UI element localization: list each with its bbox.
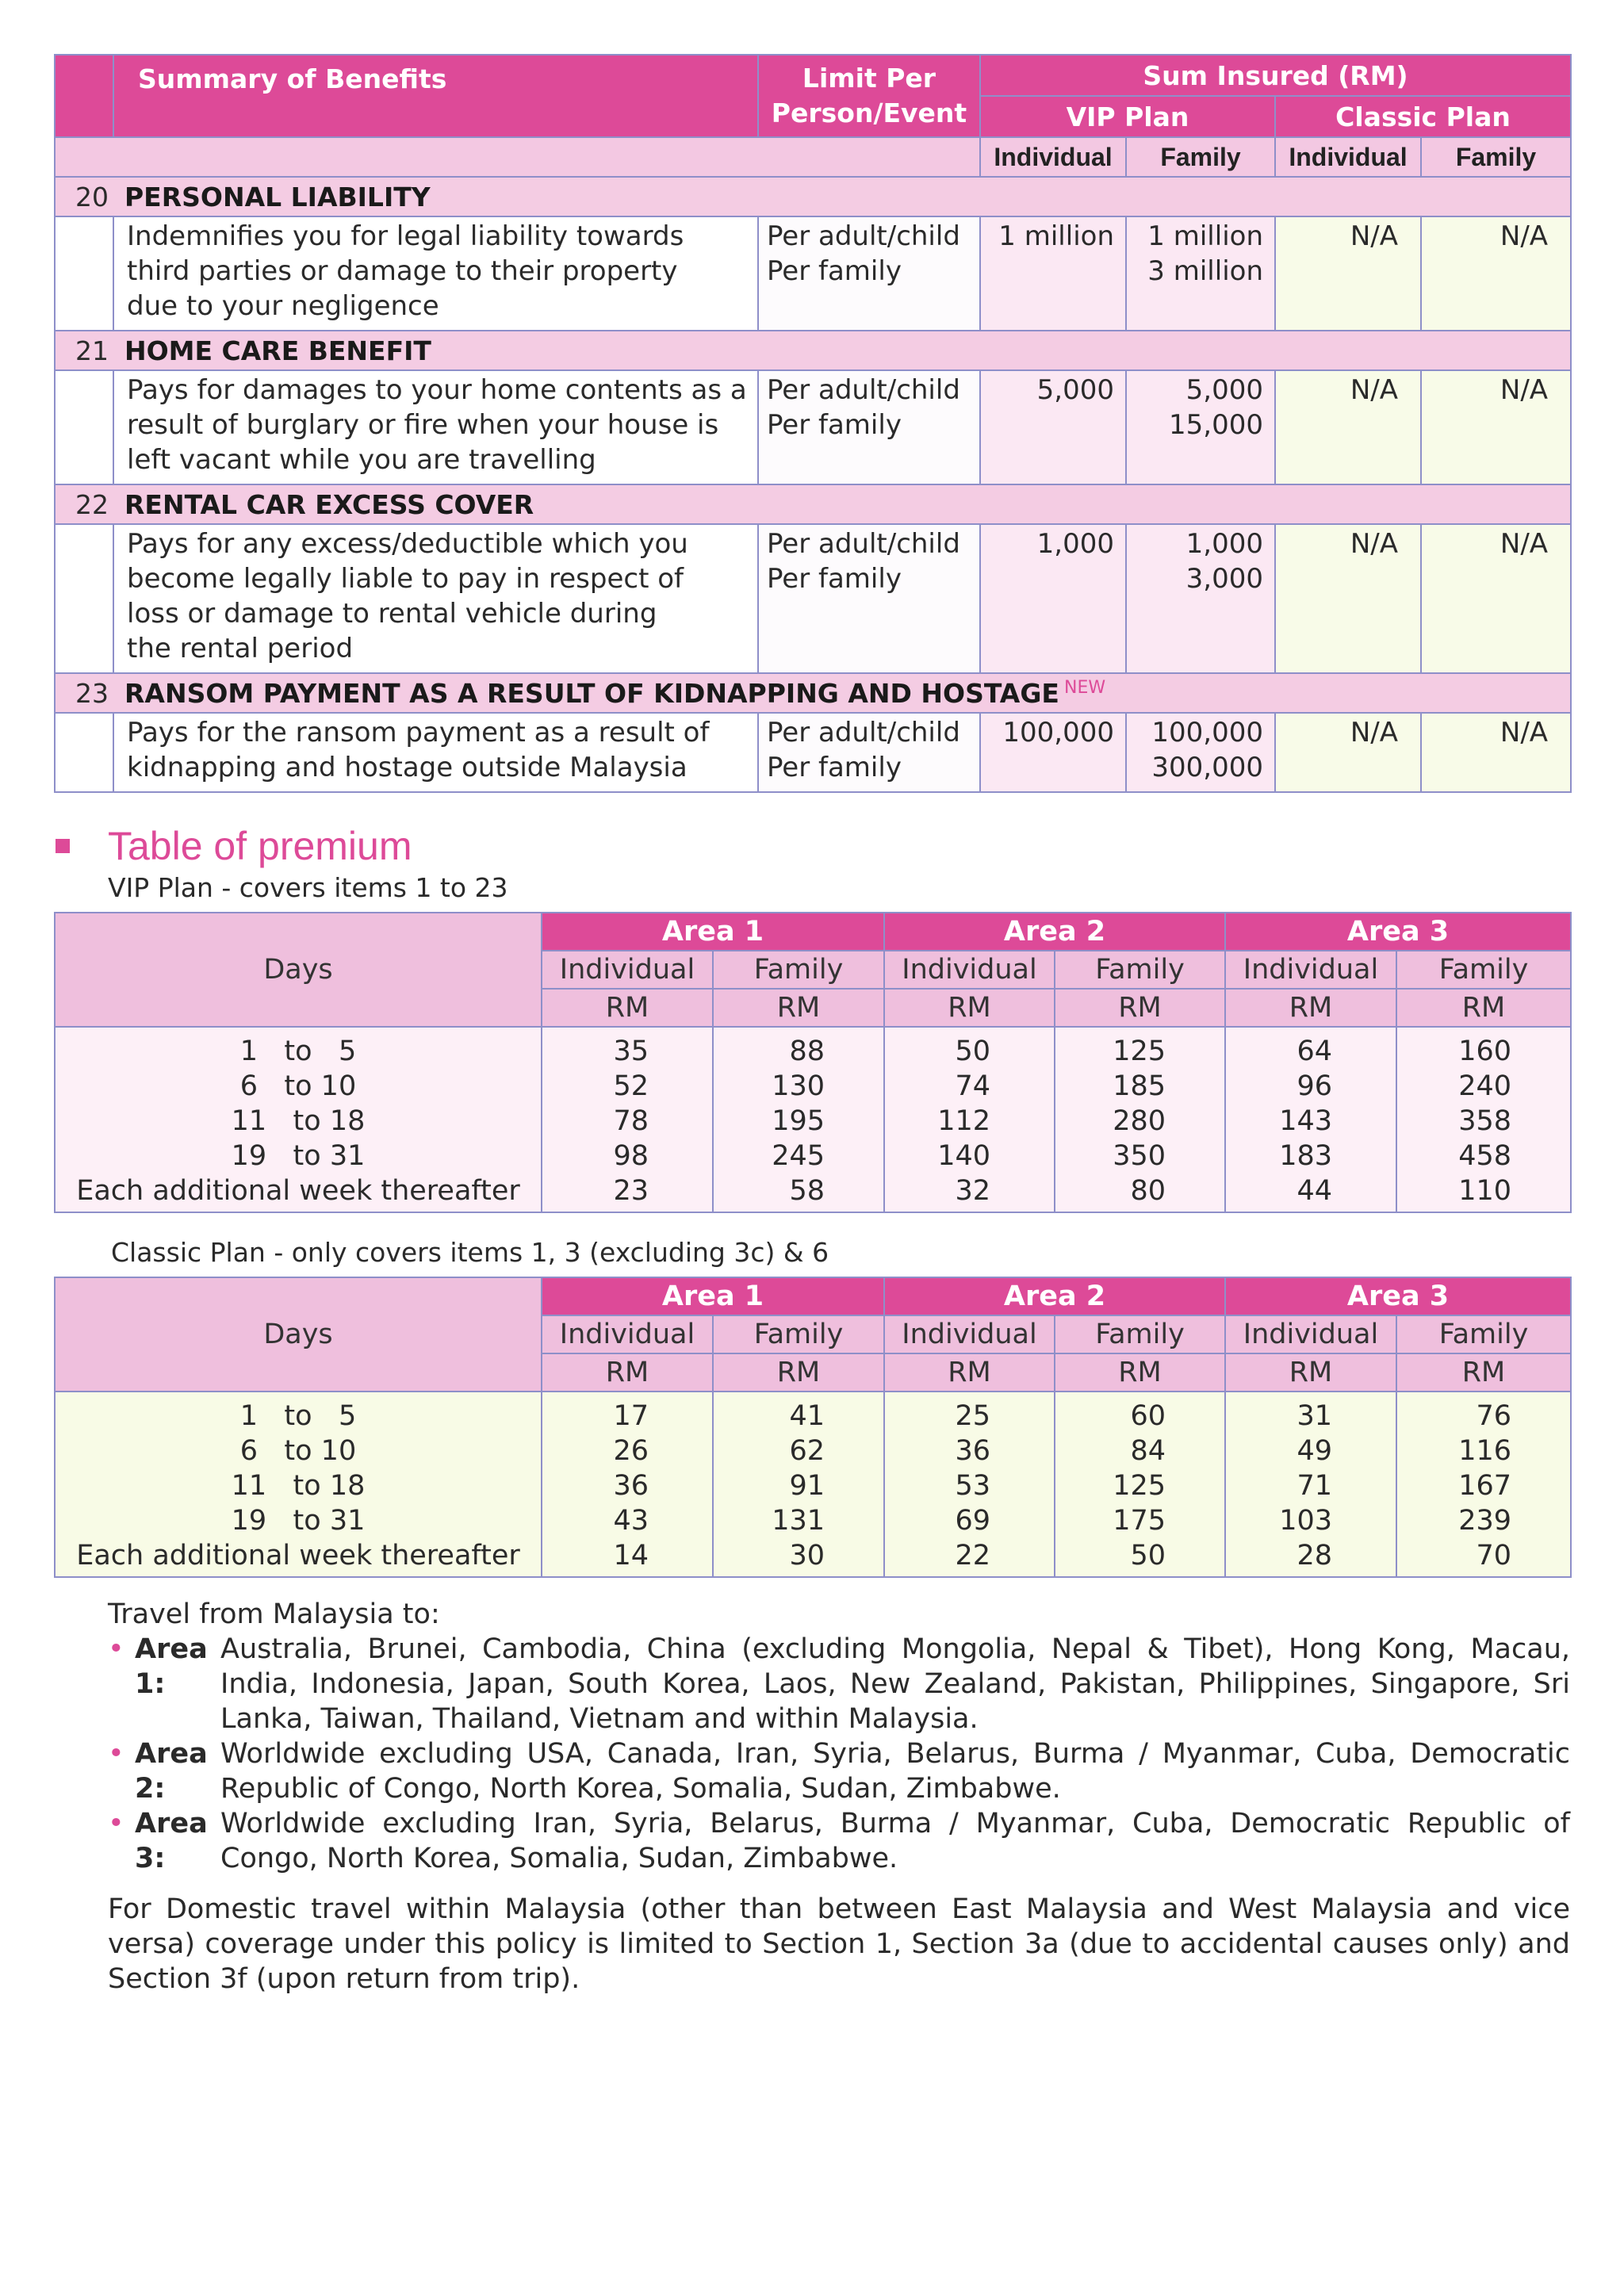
classic-premium-rows [55,1392,1571,1577]
premium-value: 358 [1458,1105,1511,1137]
col-currency: RM [1055,989,1225,1027]
vip-family-value [1126,524,1275,673]
area-2-header: Area 2 [884,1277,1225,1315]
benefit-row [55,524,1571,673]
premium-value: 195 [772,1105,825,1137]
header-classic-individual: Individual [1275,137,1421,177]
benefit-row [55,370,1571,484]
bullet-icon: • [108,1633,124,1665]
premium-value: 60 [1130,1400,1166,1432]
premium-value: 80 [1130,1175,1166,1207]
header-sum-insured: Sum Insured (RM) [980,55,1571,96]
premium-value: 116 [1458,1435,1511,1467]
col-currency: RM [1225,989,1396,1027]
benefit-limit [758,524,980,673]
section-header-row [55,484,1571,524]
days-range: Each additional week thereafter [76,1175,520,1207]
area-1-header: Area 1 [542,913,884,951]
premium-value: 14 [613,1540,649,1572]
individual-premium-column [542,1027,713,1212]
premium-value: 53 [955,1470,990,1502]
col-currency: RM [1225,1353,1396,1392]
area-1-note [108,1632,1570,1736]
vip-individual-value: 1 million [980,216,1126,331]
days-range: 6 to 10 [239,1435,357,1467]
premium-value: 76 [1476,1400,1511,1432]
description-line: Pays for any excess/deductible which you [127,528,688,560]
premium-value: 32 [955,1175,990,1207]
col-individual: Individual [1225,1315,1396,1353]
premium-value: 36 [955,1435,990,1467]
vip-premium-table [54,912,1572,1213]
premium-value: 160 [1458,1036,1511,1067]
travel-intro: Travel from Malaysia to: [108,1598,440,1630]
bullet-square-icon [56,839,70,853]
area-1-header: Area 1 [542,1277,884,1315]
classic-family-value: N/A [1421,524,1571,673]
premium-value: 103 [1279,1505,1332,1537]
header-vip-family: Family [1126,137,1275,177]
col-currency: RM [713,989,884,1027]
benefit-limit [758,370,980,484]
vip-family-value [1126,370,1275,484]
col-family: Family [1396,951,1571,989]
premium-value: 125 [1113,1470,1166,1502]
premium-value: 240 [1458,1070,1511,1102]
premium-value: 58 [789,1175,825,1207]
vip-plan-label: VIP Plan - covers items 1 to 23 [108,872,508,903]
benefit-limit [758,216,980,331]
section-title [113,331,1571,370]
days-range: 11 to 18 [231,1105,366,1137]
classic-family-value: N/A [1421,370,1571,484]
col-currency: RM [713,1353,884,1392]
area-3-header: Area 3 [1225,913,1571,951]
individual-premium-column [1225,1392,1396,1577]
premium-value: 131 [772,1505,825,1537]
col-individual: Individual [884,951,1055,989]
family-premium-column [713,1392,884,1577]
family-premium-column [1055,1027,1225,1212]
days-range: 1 to 5 [239,1400,357,1432]
limit-line: Per family [767,752,902,783]
coverage-notes [108,1597,1570,1996]
section-header-row [55,177,1571,216]
family-premium-column [1396,1027,1571,1212]
vip-family-line: 3 million [1147,255,1263,287]
classic-individual-value: N/A [1275,713,1421,792]
area-3-note [108,1806,1570,1876]
premium-title: Table of premium [108,824,412,868]
premium-value: 49 [1297,1435,1332,1467]
premium-value: 25 [955,1400,990,1432]
section-title-text: RANSOM PAYMENT AS A RESULT OF KIDNAPPING AND HOSTAGE [124,677,1059,709]
col-currency: RM [1396,989,1571,1027]
bullet-icon: • [108,1738,124,1770]
premium-value: 17 [613,1400,649,1432]
vip-individual-value: 5,000 [980,370,1126,484]
vip-family-line: 15,000 [1169,409,1263,441]
area-3-text: Worldwide excluding Iran, Syria, Belarus, Burma / Myanmar, Cuba, Democratic Republic of Congo, North Korea, Somalia, Sudan, Zimbabwe. [220,1808,1570,1874]
premium-value: 71 [1297,1470,1332,1502]
family-premium-column [713,1027,884,1212]
classic-premium-table [54,1277,1572,1578]
premium-value: 50 [955,1036,990,1067]
col-family: Family [713,951,884,989]
premium-value: 30 [789,1540,825,1572]
limit-line: Per adult/child [767,374,960,406]
premium-value: 130 [772,1070,825,1102]
vip-family-line: 5,000 [1185,374,1263,406]
header-summary: Summary of Benefits [113,55,758,137]
premium-value: 143 [1279,1105,1332,1137]
area-2-label: Area 2: [135,1738,208,1805]
benefits-table [54,54,1572,793]
premium-value: 43 [613,1505,649,1537]
premium-value: 280 [1113,1105,1166,1137]
benefits-body [55,177,1571,792]
premium-value: 22 [955,1540,990,1572]
header-limit: Limit Per Person/Event [758,55,980,137]
description-line: loss or damage to rental vehicle during [127,598,657,630]
description-line: Pays for damages to your home contents as a [127,374,747,406]
premium-value: 28 [1297,1540,1332,1572]
premium-value: 74 [955,1070,990,1102]
classic-plan-label: Classic Plan - only covers items 1, 3 (excluding 3c) & 6 [111,1237,829,1268]
description-line: kidnapping and hostage outside Malaysia [127,752,688,783]
col-individual: Individual [1225,951,1396,989]
vip-family-line: 1 million [1147,220,1263,252]
row-spacer [55,216,113,331]
area-2-note [108,1736,1570,1806]
individual-premium-column [542,1392,713,1577]
premium-value: 69 [955,1505,990,1537]
premium-value: 84 [1130,1435,1166,1467]
classic-individual-value: N/A [1275,524,1421,673]
days-header: Days [55,1277,542,1392]
col-individual: Individual [542,951,713,989]
new-badge: NEW [1063,677,1106,698]
family-premium-column [1055,1392,1225,1577]
section-number: 20 [55,177,113,216]
area-2-text: Worldwide excluding USA, Canada, Iran, Syria, Belarus, Burma / Myanmar, Cuba, Democratic Republic of Congo, North Korea, Somalia, Sudan, Zimbabwe. [220,1738,1570,1805]
header-spacer [55,137,980,177]
col-family: Family [1055,1315,1225,1353]
individual-premium-column [1225,1027,1396,1212]
premium-value: 64 [1297,1036,1332,1067]
description-line: Pays for the ransom payment as a result of [127,717,710,748]
area-3-label: Area 3: [135,1808,208,1874]
premium-value: 52 [613,1070,649,1102]
benefit-description [113,524,758,673]
vip-individual-value: 100,000 [980,713,1126,792]
section-title-text: PERSONAL LIABILITY [124,181,431,212]
days-range: Each additional week thereafter [76,1540,520,1572]
limit-line: Per adult/child [767,528,960,560]
vip-premium-rows [55,1027,1571,1212]
premium-value: 96 [1297,1070,1332,1102]
premium-value: 91 [789,1470,825,1502]
premium-value: 23 [613,1175,649,1207]
col-individual: Individual [884,1315,1055,1353]
premium-value: 70 [1476,1540,1511,1572]
area-3-header: Area 3 [1225,1277,1571,1315]
days-column [55,1392,542,1577]
benefit-description [113,370,758,484]
header-vip-plan: VIP Plan [980,96,1275,137]
days-range: 1 to 5 [239,1036,357,1067]
limit-line: Per family [767,563,902,595]
row-spacer [55,524,113,673]
premium-value: 78 [613,1105,649,1137]
classic-individual-value: N/A [1275,216,1421,331]
classic-individual-value: N/A [1275,370,1421,484]
premium-value: 245 [772,1140,825,1172]
section-title [113,177,1571,216]
vip-family-line: 3,000 [1185,563,1263,595]
col-currency: RM [1396,1353,1571,1392]
section-number: 23 [55,673,113,713]
premium-value: 185 [1113,1070,1166,1102]
section-number: 22 [55,484,113,524]
description-line: left vacant while you are travelling [127,444,596,476]
days-range: 6 to 10 [239,1070,357,1102]
row-spacer [55,370,113,484]
premium-heading [54,826,1570,872]
col-family: Family [1396,1315,1571,1353]
benefit-row [55,216,1571,331]
description-line: the rental period [127,633,354,664]
individual-premium-column [884,1392,1055,1577]
header-classic-plan: Classic Plan [1275,96,1571,137]
row-spacer [55,713,113,792]
premium-value: 458 [1458,1140,1511,1172]
header-blank [55,55,113,137]
vip-individual-value: 1,000 [980,524,1126,673]
limit-line: Per family [767,255,902,287]
benefit-description [113,713,758,792]
description-line: become legally liable to pay in respect of [127,563,684,595]
limit-line: Per adult/child [767,220,960,252]
description-line: third parties or damage to their property [127,255,678,287]
limit-line: Per adult/child [767,717,960,748]
header-vip-individual: Individual [980,137,1126,177]
vip-family-line: 300,000 [1151,752,1263,783]
days-header: Days [55,913,542,1027]
col-currency: RM [884,989,1055,1027]
premium-value: 88 [789,1036,825,1067]
vip-family-value [1126,216,1275,331]
premium-value: 31 [1297,1400,1332,1432]
days-column [55,1027,542,1212]
premium-value: 62 [789,1435,825,1467]
premium-value: 239 [1458,1505,1511,1537]
classic-family-value: N/A [1421,216,1571,331]
individual-premium-column [884,1027,1055,1212]
area-1-label: Area 1: [135,1633,208,1700]
area-1-text: Australia, Brunei, Cambodia, China (excluding Mongolia, Nepal & Tibet), Hong Kong, Macau, India, Indonesia, Japan, South Korea, Laos, New Zealand, Pakistan, Philippines, Singapore, Sri Lanka, Taiwan, Thailand, Vietnam and within Malaysia. [220,1633,1570,1735]
premium-value: 98 [613,1140,649,1172]
col-currency: RM [1055,1353,1225,1392]
section-header-row [55,673,1571,713]
days-range: 19 to 31 [231,1140,366,1172]
section-title-text: HOME CARE BENEFIT [124,335,431,366]
premium-value: 350 [1113,1140,1166,1172]
premium-value: 41 [789,1400,825,1432]
description-line: Indemnifies you for legal liability towards [127,220,684,252]
premium-value: 183 [1279,1140,1332,1172]
premium-value: 26 [613,1435,649,1467]
domestic-note: For Domestic travel within Malaysia (other than between East Malaysia and West Malaysia and vice versa) coverage under this policy is limited to Section 1, Section 3a (due to accidental causes only) and Section 3f (upon return from trip). [108,1893,1570,1995]
section-title-text: RENTAL CAR EXCESS COVER [124,488,534,520]
description-line: due to your negligence [127,290,439,322]
description-line: result of burglary or fire when your house is [127,409,719,441]
premium-value: 44 [1297,1175,1332,1207]
col-family: Family [713,1315,884,1353]
premium-value: 110 [1458,1175,1511,1207]
bullet-icon: • [108,1808,124,1839]
premium-value: 35 [613,1036,649,1067]
premium-value: 36 [613,1470,649,1502]
col-currency: RM [542,989,713,1027]
page-content [54,54,1570,1996]
benefit-limit [758,713,980,792]
section-title [113,673,1571,713]
premium-value: 140 [937,1140,990,1172]
col-family: Family [1055,951,1225,989]
classic-family-value: N/A [1421,713,1571,792]
vip-family-value [1126,713,1275,792]
vip-family-line: 1,000 [1185,528,1263,560]
limit-line: Per family [767,409,902,441]
section-title [113,484,1571,524]
premium-value: 175 [1113,1505,1166,1537]
premium-value: 50 [1130,1540,1166,1572]
vip-family-line: 100,000 [1151,717,1263,748]
family-premium-column [1396,1392,1571,1577]
days-range: 19 to 31 [231,1505,366,1537]
days-range: 11 to 18 [231,1470,366,1502]
section-header-row [55,331,1571,370]
col-individual: Individual [542,1315,713,1353]
premium-value: 112 [937,1105,990,1137]
col-currency: RM [884,1353,1055,1392]
col-currency: RM [542,1353,713,1392]
header-classic-family: Family [1421,137,1571,177]
benefit-row [55,713,1571,792]
section-number: 21 [55,331,113,370]
premium-value: 125 [1113,1036,1166,1067]
premium-value: 167 [1458,1470,1511,1502]
area-2-header: Area 2 [884,913,1225,951]
benefit-description [113,216,758,331]
